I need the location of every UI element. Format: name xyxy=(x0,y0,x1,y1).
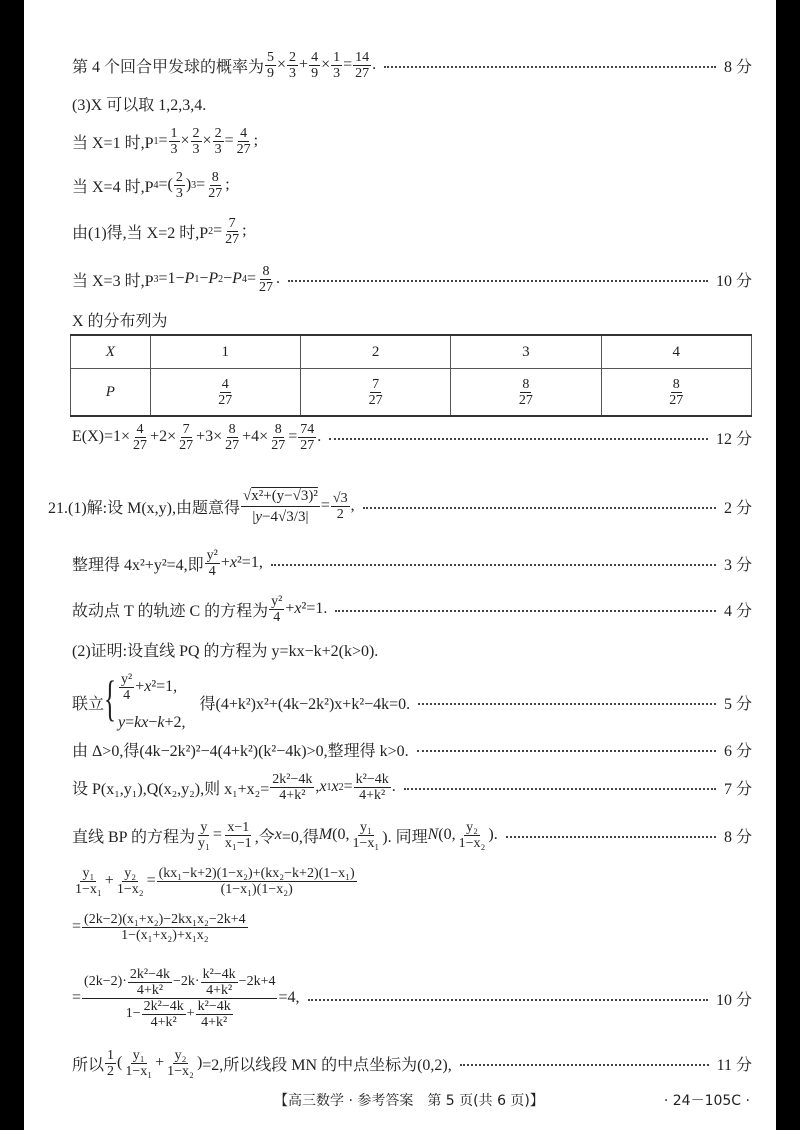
line-midpoint: 所以 $\frac{1}{2}$ ( $\frac{\text{y₁}}{\text{1−x₁}}$ + $\frac{\text{y₂}}{\text{1−x₂}}$ ) =2,所以线段 MN 的中点坐标为(0,2), 11 分 xyxy=(72,1047,752,1079)
line-vieta: 设 P(x₁,y₁),Q(x₂,y₂),则 x₁+x₂= $\frac{\text{2k²−4k}}{\text{4+k²}}$ , x 1 x 2 = $\frac{\text{k²−4k}}{\text{4+k²}}$ . 7 分 xyxy=(72,771,752,803)
score-label: 3 分 xyxy=(723,556,752,574)
score-label: 7 分 xyxy=(723,780,752,798)
dot-leader xyxy=(308,999,708,1001)
score-label: 10 分 xyxy=(715,272,752,290)
line-q21-part1: 21.(1)解:设 M(x,y),由题意得 $\frac{\text{√x²+(y−√3)²}}{|y-4√3/3|}$ = $\frac{√3}{2}$ , 2 分 xyxy=(48,487,752,525)
line-p3: 当 X=3 时,P 3 =1− P 1 − P 2 − P 4 = $\frac{8}{27}$ . 10 分 xyxy=(72,263,752,295)
dot-leader xyxy=(417,750,716,752)
line-distribution-title: X 的分布列为 xyxy=(72,312,168,330)
score-label: 12 分 xyxy=(715,430,752,448)
line-expectation: E(X)= 1× $\frac{4}{27}$ +2× $\frac{7}{27}$ +3× $\frac{8}{27}$ +4× $\frac{8}{27}$ = $\frac{74}{27}$ . 12 分 xyxy=(72,421,752,453)
dot-leader xyxy=(271,564,716,566)
line-simplify: 整理得 4x²+y²=4,即 $\frac{\text{y²}}{4}$ + x ²=1, 3 分 xyxy=(72,547,752,579)
dot-leader xyxy=(418,703,716,705)
score-label: 5 分 xyxy=(723,695,752,713)
score-label: 8 分 xyxy=(723,828,752,846)
dot-leader xyxy=(460,1064,709,1066)
footer-code: · 24－105C · xyxy=(663,1093,750,1109)
dot-leader xyxy=(404,788,716,790)
line-part2-setup: (2)证明:设直线 PQ 的方程为 y=kx−k+2(k>0). xyxy=(72,642,379,660)
line-simplified-expression: = $\frac{\text{(2k−2)(x₁+x₂)−2kx₁x₂−2k+4}}{\text{1−(x₁+x₂)+x₁x₂}}$ xyxy=(72,911,246,943)
dot-leader xyxy=(329,438,708,440)
dot-leader xyxy=(335,610,716,612)
line-discriminant: 由 Δ>0,得(4k−2k²)²−4(4+k²)(k²−4k)>0,整理得 k>0. 6 分 xyxy=(72,732,752,766)
line-system: 联立 { $\frac{\text{y²}}{4}$ +x²=1, y=kx−k+2, 得(4+k²)x²+(4k−2k²)x+k²−4k=0. 5 分 xyxy=(72,670,752,731)
line-round4-probability: 第 4 个回合甲发球的概率为 $\frac{5}{9}$ × $\frac{2}{3}$ + $\frac{4}{9}$ × $\frac{1}{3}$ = $\frac{14}{27}$ . 8 分 xyxy=(72,49,752,81)
dot-leader xyxy=(363,507,716,509)
footer-title: 【高三数学 · 参考答案 第 5 页(共 6 页)】 xyxy=(274,1093,544,1109)
dot-leader xyxy=(384,66,716,68)
score-label: 4 分 xyxy=(723,602,752,620)
table-header-row: X 1 2 3 4 xyxy=(71,335,752,369)
dot-leader xyxy=(288,280,708,282)
page-footer xyxy=(24,1090,776,1114)
line-p2: 由(1)得,当 X=2 时,P 2 = $\frac{7}{27}$ ; xyxy=(72,215,247,247)
score-label: 11 分 xyxy=(716,1056,752,1074)
distribution-table xyxy=(70,334,752,417)
line-sum-expression: $\frac{\text{y₁}}{\text{1−x₁}}$ + $\frac{\text{y₂}}{\text{1−x₂}}$ = $\frac{\text{(kx₁−k+2)(1−x₂)+(kx₂−k+2)(1−x₁)}}{\text{(1−x₁)(1−x₂)}}$ xyxy=(75,865,355,897)
line-p1: 当 X=1 时,P 1 = $\frac{1}{3}$ × $\frac{2}{3}$ × $\frac{2}{3}$ = $\frac{4}{27}$ ; xyxy=(72,125,259,157)
line-bp-equation: 直线 BP 的方程为 $\frac{y}{\text{y₁}}$ = $\frac{x-1}{\text{x₁−1}}$ ,令 x =0,得 M (0, $\frac{\text{y₁}}{\text{1−x₁}}$ ). 同理 N (0, $\frac{\text{y₂}}{\text{1−x₂}}$ ). 8 分 xyxy=(72,819,752,851)
score-label: 6 分 xyxy=(723,742,752,760)
score-label: 8 分 xyxy=(723,58,752,76)
score-label: 2 分 xyxy=(723,499,752,517)
dot-leader xyxy=(506,836,716,838)
line-x-values: (3)X 可以取 1,2,3,4. xyxy=(72,96,207,114)
line-trajectory: 故动点 T 的轨迹 C 的方程为 $\frac{\text{y²}}{4}$ + x ²=1. 4 分 xyxy=(72,593,752,625)
document-page xyxy=(24,0,776,1130)
line-p4: 当 X=4 时,P 4 =( $\frac{2}{3}$ ) 3 = $\frac{8}{27}$ ; xyxy=(72,169,230,201)
line-substitution: = (2k−2)· $\frac{\text{2k²−4k}}{\text{4+k²}}$ −2k· $\frac{\text{k²−4k}}{\text{4+k²}}$ −2k+4 1− $\frac{\text{2k²−4k}}{\text{4+k²}}$ + $\frac{\text{k²−4k}}{\text{4+k²}}$ =4, 10 分 xyxy=(72,966,752,1030)
score-label: 10 分 xyxy=(715,991,752,1009)
table-row: P $\frac{4}{27}$ $\frac{7}{27}$ $\frac{8}{27}$ $\frac{8}{27}$ xyxy=(71,369,752,417)
